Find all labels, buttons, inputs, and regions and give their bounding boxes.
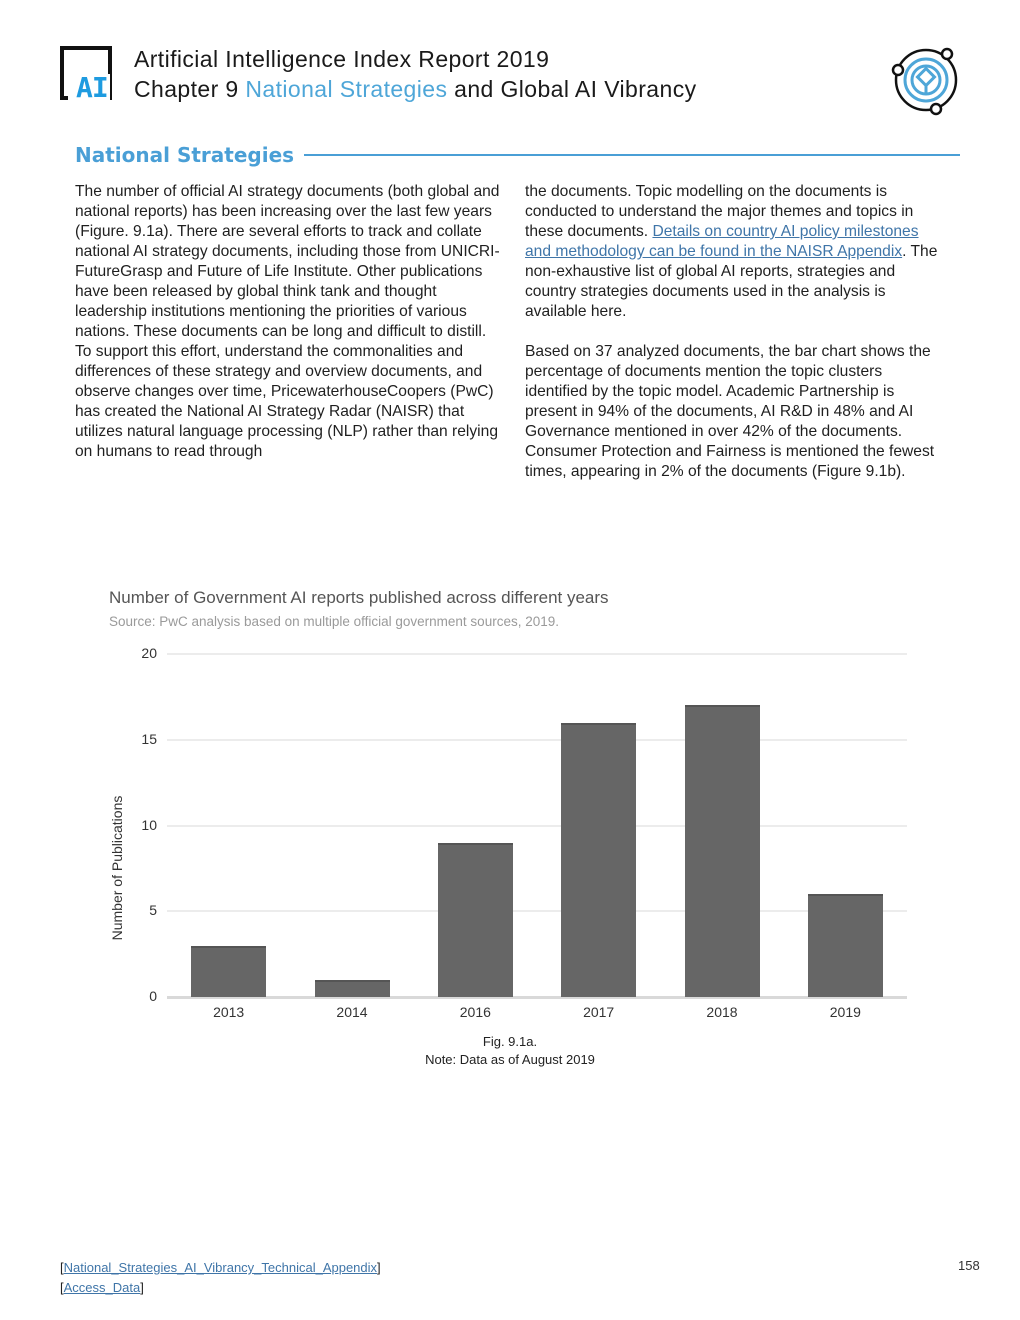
chapter-emblem-icon bbox=[888, 42, 964, 118]
technical-appendix-link[interactable]: National_Strategies_AI_Vibrancy_Technical_Appendix bbox=[63, 1260, 378, 1275]
report-title: Artificial Intelligence Index Report 2019 bbox=[134, 46, 550, 72]
x-tick-label: 2016 bbox=[459, 1004, 491, 1020]
report-header bbox=[134, 44, 697, 104]
chart-title: Number of Government AI reports published across different years bbox=[109, 588, 609, 607]
y-tick-label: 20 bbox=[141, 645, 157, 661]
x-tick-label: 2014 bbox=[336, 1004, 368, 1020]
y-axis-label: Number of Publications bbox=[109, 795, 125, 941]
bar-2014 bbox=[315, 980, 390, 997]
chart-subtitle: Source: PwC analysis based on multiple official government sources, 2019. bbox=[109, 614, 559, 629]
x-tick-label: 2018 bbox=[706, 1004, 738, 1020]
figure-label: Fig. 9.1a. bbox=[482, 1034, 538, 1049]
y-tick-label: 5 bbox=[149, 902, 157, 919]
bar-2019 bbox=[808, 894, 883, 997]
bar-2013 bbox=[191, 946, 266, 997]
gridline bbox=[167, 653, 907, 655]
section-title: National Strategies bbox=[75, 143, 295, 167]
bar-2017 bbox=[561, 723, 636, 997]
x-tick-label: 2017 bbox=[583, 1004, 615, 1020]
y-tick-label: 15 bbox=[141, 730, 157, 747]
analysis-paragraph: Based on 37 analyzed documents, the bar chart shows the percentage of documents mention the topic clusters identified by the topic model. Academic Partnership is present in 94% of the documents, AI R&D in 48% and AI Governance mentioned in over 42% of the documents. Consumer Protection and Fairness is mentioned the fewest times, appearing in 2% of the documents (Figure 9.1b). bbox=[525, 343, 935, 480]
methodology-text-cont: . The non-exhaustive list of global AI reports, strategies and country strategies documents used in the analysis is available here. bbox=[525, 243, 938, 320]
bar-chart bbox=[100, 580, 920, 1030]
gridline bbox=[167, 996, 907, 999]
ai-index-logo bbox=[60, 46, 120, 102]
y-tick-label: 10 bbox=[141, 816, 157, 833]
figure-note: Note: Data as of August 2019 bbox=[425, 1052, 595, 1067]
section-rule bbox=[304, 154, 960, 156]
chapter-suffix: and Global AI Vibrancy bbox=[447, 76, 697, 102]
footer-link-row-2: [Access_Data] bbox=[60, 1280, 144, 1295]
chapter-title bbox=[134, 74, 697, 104]
page-number: 158 bbox=[958, 1258, 980, 1273]
methodology-paragraph bbox=[525, 182, 945, 322]
gridline bbox=[167, 739, 907, 741]
x-tick-label: 2013 bbox=[213, 1004, 245, 1020]
plot-area bbox=[141, 645, 907, 1020]
intro-paragraph: The number of official AI strategy documents (both global and national reports) has been increasing over the last few years (Figure. 9.1a). There are several efforts to track and collate national AI strategy documents, including those from UNICRI-FutureGrasp and Future of Life Institute. Other publications have been released by global think tank and thought leadership institutions mentioning the priorities of various nations. These documents can be long and difficult to distill. To support this effort, understand the commonalities and differences of these strategy and overview documents, and observe changes over time, PricewaterhouseCoopers (PwC) has created the National AI Strategy Radar (NAISR) that utilizes natural language processing (NLP) rather than relying on humans to read through bbox=[75, 183, 500, 460]
footer-links bbox=[60, 1258, 381, 1298]
bar-2018 bbox=[685, 705, 760, 997]
logo-text: AI bbox=[76, 71, 108, 104]
x-tick-label: 2019 bbox=[829, 1004, 861, 1020]
section-heading bbox=[75, 140, 960, 170]
naisr-appendix-link[interactable]: Details on country AI policy milestones and methodology can be found in the NAISR Appendix bbox=[525, 223, 919, 260]
chapter-prefix: Chapter 9 bbox=[134, 76, 246, 102]
body-column-left bbox=[75, 182, 505, 462]
y-tick-label: 0 bbox=[149, 988, 157, 1004]
body-column-right bbox=[525, 182, 945, 482]
access-data-link[interactable]: Access_Data bbox=[63, 1280, 141, 1295]
chapter-accent: National Strategies bbox=[245, 76, 448, 102]
methodology-text: the documents. Topic modelling on the documents is conducted to understand the major themes and topics in these documents. bbox=[525, 183, 914, 240]
gridline bbox=[167, 825, 907, 827]
gridline bbox=[167, 910, 907, 912]
footer-link-row-1: [National_Strategies_AI_Vibrancy_Technical_Appendix] bbox=[60, 1260, 381, 1275]
bar-2016 bbox=[438, 843, 513, 997]
logo-frame-foot bbox=[60, 96, 68, 100]
